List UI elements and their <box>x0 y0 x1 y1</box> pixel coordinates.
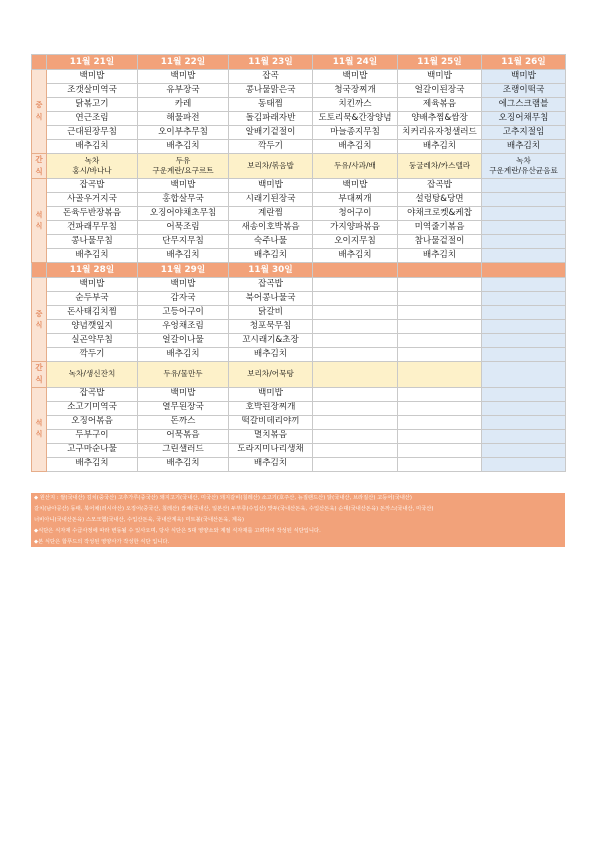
menu-item: 백미밥 <box>138 387 229 401</box>
menu-item: 백미밥 <box>47 278 138 292</box>
menu-item: 우엉채조림 <box>138 320 229 334</box>
week1-dinner-row <box>32 249 566 263</box>
menu-item: 잡곡밥 <box>229 278 313 292</box>
menu-item <box>482 443 566 457</box>
menu-item: 사골우거지국 <box>47 193 138 207</box>
menu-item <box>482 457 566 471</box>
date-cell: 11월 30일 <box>229 263 313 278</box>
dinner-label: 석 식 <box>32 387 47 471</box>
date-cell: 11월 26일 <box>482 55 566 70</box>
menu-item <box>482 221 566 235</box>
menu-item <box>398 306 482 320</box>
menu-item: 청포묵무침 <box>229 320 313 334</box>
menu-item: 순두부국 <box>47 292 138 306</box>
menu-item: 도토리묵&간장양념 <box>313 112 398 126</box>
menu-item: 배추김치 <box>313 140 398 154</box>
menu-item: 오징어볶음 <box>47 415 138 429</box>
snack-items <box>138 369 228 379</box>
menu-item: 깍두기 <box>47 348 138 362</box>
snack-item: 구운계란/요구르트 <box>152 166 214 176</box>
menu-item: 배추김치 <box>138 140 229 154</box>
menu-item: 배추김치 <box>313 249 398 263</box>
snack-item: 구운계란/유산균음료 <box>489 166 558 176</box>
date-cell: 11월 25일 <box>398 55 482 70</box>
header-corner <box>32 263 47 278</box>
menu-item <box>398 278 482 292</box>
menu-item: 감자국 <box>138 292 229 306</box>
menu-item: 실곤약무침 <box>47 334 138 348</box>
menu-item <box>313 429 398 443</box>
menu-item: 배추김치 <box>398 249 482 263</box>
menu-item <box>313 292 398 306</box>
menu-item: 백미밥 <box>138 179 229 193</box>
menu-item <box>398 320 482 334</box>
menu-item <box>482 415 566 429</box>
week2-dinner-row <box>32 415 566 429</box>
week1-date-header <box>32 55 566 70</box>
menu-item: 얼갈이나물 <box>138 334 229 348</box>
snack-item: 두유 <box>175 155 191 165</box>
week2-lunch-row <box>32 306 566 320</box>
snack-items <box>229 161 312 171</box>
menu-item: 배추김치 <box>482 140 566 154</box>
menu-item <box>313 387 398 401</box>
menu-item: 가지양파볶음 <box>313 221 398 235</box>
menu-item: 떡갈비데리야끼 <box>229 415 313 429</box>
snack-item: 녹차 <box>84 155 100 165</box>
menu-item: 계란찜 <box>229 207 313 221</box>
snack-items <box>482 156 565 177</box>
week1-dinner-row <box>32 193 566 207</box>
menu-item: 양념깻잎지 <box>47 320 138 334</box>
snack-cell <box>138 154 229 179</box>
menu-item: 백미밥 <box>398 70 482 84</box>
menu-change-note: ◆식단은 식자재 수급사정에 따라 변동될 수 있사오며, 당사 식단은 5대 영양소와 계절 식자재를 고려하여 작성된 식단입니다. <box>34 528 321 534</box>
snack-cell <box>47 154 138 179</box>
origin-note-3: 너비아니(국내산돈육) 스모크햄(국내산, 수입산돈육, 국내산계육) 미트볼(국내산돈육, 계육) <box>34 517 245 523</box>
snack-cell <box>47 362 138 387</box>
menu-item <box>313 334 398 348</box>
week1-snack-row <box>32 154 566 179</box>
menu-item: 닭갈비 <box>229 306 313 320</box>
menu-item: 돌김파래자반 <box>229 112 313 126</box>
footnotes <box>31 493 565 547</box>
menu-item: 열무된장국 <box>138 401 229 415</box>
menu-item: 오징어야채초무침 <box>138 207 229 221</box>
menu-item: 미역줄기볶음 <box>398 221 482 235</box>
menu-item: 홍합살무국 <box>138 193 229 207</box>
menu-item: 백미밥 <box>229 387 313 401</box>
menu-item: 배추김치 <box>229 348 313 362</box>
menu-item: 시래기된장국 <box>229 193 313 207</box>
snack-items <box>47 156 137 177</box>
menu-item: 배추김치 <box>138 348 229 362</box>
menu-item: 콩나물무침 <box>47 235 138 249</box>
snack-label: 간 식 <box>32 154 47 179</box>
menu-item: 알배기겉절이 <box>229 126 313 140</box>
date-cell: 11월 28일 <box>47 263 138 278</box>
menu-item <box>482 334 566 348</box>
menu-item: 고추지절임 <box>482 126 566 140</box>
week2-lunch-row <box>32 348 566 362</box>
menu-item: 조랭이떡국 <box>482 84 566 98</box>
week2-dinner-row <box>32 457 566 471</box>
menu-item: 백미밥 <box>47 70 138 84</box>
menu-item: 돈사태김치찜 <box>47 306 138 320</box>
date-cell: 11월 23일 <box>229 55 313 70</box>
snack-cell <box>313 154 398 179</box>
week2-dinner-row <box>32 429 566 443</box>
menu-item <box>398 429 482 443</box>
snack-items <box>138 156 228 177</box>
menu-item: 닭볶고기 <box>47 98 138 112</box>
menu-item: 치킨까스 <box>313 98 398 112</box>
snack-item: 두유/물만두 <box>163 369 203 379</box>
menu-item <box>398 292 482 306</box>
snack-cell <box>398 362 482 387</box>
menu-item: 카레 <box>138 98 229 112</box>
origin-note-2: 갈치(남아공산) 동태, 북어채(러시아산) 오징어(중국산, 칠레산) 쌈채(국내산, 일본산) 두부류(수입산) 맛두(국내산돈육, 수입산돈육) 순대(국내산돈육) 돈까스(국내산, 미국산) <box>34 506 434 512</box>
header-corner <box>32 55 47 70</box>
menu-item <box>313 348 398 362</box>
weekly-meal-table <box>31 54 566 472</box>
snack-items <box>398 161 481 171</box>
menu-item: 얼갈이된장국 <box>398 84 482 98</box>
menu-item <box>313 443 398 457</box>
week1-dinner-row <box>32 179 566 193</box>
menu-item: 새송이호박볶음 <box>229 221 313 235</box>
snack-cell <box>482 362 566 387</box>
menu-item: 백미밥 <box>138 70 229 84</box>
menu-item <box>482 193 566 207</box>
week1-lunch-row <box>32 84 566 98</box>
menu-item: 북어콩나물국 <box>229 292 313 306</box>
date-cell <box>482 263 566 278</box>
dietitian-note: ◆본 식단은 합푸드의 작성된 영양사가 작성한 식단 입니다. <box>34 539 170 545</box>
week1-lunch-row <box>32 70 566 84</box>
menu-item: 배추김치 <box>398 140 482 154</box>
menu-item: 설렁탕&당면 <box>398 193 482 207</box>
snack-item: 홍시/바나나 <box>72 166 112 176</box>
menu-item <box>313 306 398 320</box>
lunch-label: 중 식 <box>32 70 47 154</box>
menu-item <box>313 320 398 334</box>
menu-item: 배추김치 <box>138 249 229 263</box>
week1-lunch-row <box>32 98 566 112</box>
menu-item: 잡곡밥 <box>398 179 482 193</box>
menu-item: 동태찜 <box>229 98 313 112</box>
menu-item: 도라지미나리생채 <box>229 443 313 457</box>
menu-item: 오이지무침 <box>313 235 398 249</box>
menu-item: 백미밥 <box>138 278 229 292</box>
snack-cell <box>313 362 398 387</box>
menu-item: 숙주나물 <box>229 235 313 249</box>
menu-item: 오징어채무침 <box>482 112 566 126</box>
menu-item <box>398 443 482 457</box>
week1-lunch-row <box>32 140 566 154</box>
week1-lunch-row <box>32 126 566 140</box>
menu-item <box>482 292 566 306</box>
snack-cell <box>398 154 482 179</box>
snack-cell <box>229 154 313 179</box>
menu-item: 단무지무침 <box>138 235 229 249</box>
date-cell <box>398 263 482 278</box>
menu-item: 오이부추무침 <box>138 126 229 140</box>
menu-item: 청국장찌개 <box>313 84 398 98</box>
snack-item: 두유/사과/배 <box>334 161 376 171</box>
week2-dinner-row <box>32 387 566 401</box>
menu-item: 고구마순나물 <box>47 443 138 457</box>
snack-item: 둥굴레차/카스텔라 <box>408 161 471 171</box>
menu-item <box>398 457 482 471</box>
menu-item: 유부장국 <box>138 84 229 98</box>
snack-label: 간 식 <box>32 362 47 387</box>
menu-item: 잡곡 <box>229 70 313 84</box>
date-cell <box>313 263 398 278</box>
week2-lunch-row <box>32 334 566 348</box>
menu-item: 해물파전 <box>138 112 229 126</box>
menu-item: 야채크로켓&케찹 <box>398 207 482 221</box>
menu-item <box>313 415 398 429</box>
menu-item: 멸치볶음 <box>229 429 313 443</box>
menu-item: 깍두기 <box>229 140 313 154</box>
date-cell: 11월 22일 <box>138 55 229 70</box>
week2-dinner-row <box>32 401 566 415</box>
menu-item: 소고기미역국 <box>47 401 138 415</box>
menu-item <box>482 348 566 362</box>
menu-item: 고등어구이 <box>138 306 229 320</box>
menu-item: 건파래무무침 <box>47 221 138 235</box>
menu-item: 참나물겉절이 <box>398 235 482 249</box>
menu-item: 백미밥 <box>313 179 398 193</box>
snack-item: 녹차/생신잔치 <box>68 369 116 379</box>
snack-items <box>229 369 312 379</box>
menu-item <box>398 401 482 415</box>
menu-item: 배추김치 <box>229 249 313 263</box>
menu-item <box>482 306 566 320</box>
menu-item: 꼬시래기&초장 <box>229 334 313 348</box>
menu-item: 마늘종지무침 <box>313 126 398 140</box>
week2-snack-row <box>32 362 566 387</box>
snack-item: 보리차/볶음밥 <box>247 161 294 171</box>
menu-item <box>398 348 482 362</box>
week1-dinner-row <box>32 221 566 235</box>
snack-item: 보리차/어묵탕 <box>247 369 294 379</box>
week2-lunch-row <box>32 320 566 334</box>
menu-item: 배추김치 <box>229 457 313 471</box>
menu-item: 두부구이 <box>47 429 138 443</box>
menu-item: 배추김치 <box>47 140 138 154</box>
date-cell: 11월 29일 <box>138 263 229 278</box>
week2-dinner-row <box>32 443 566 457</box>
menu-item: 어묵조림 <box>138 221 229 235</box>
menu-item <box>482 235 566 249</box>
menu-item <box>482 249 566 263</box>
week2-lunch-row <box>32 278 566 292</box>
menu-item <box>482 429 566 443</box>
menu-item: 배추김치 <box>47 457 138 471</box>
menu-item: 잡곡밥 <box>47 179 138 193</box>
menu-item <box>482 278 566 292</box>
menu-item: 돈육두반장볶음 <box>47 207 138 221</box>
snack-cell <box>229 362 313 387</box>
menu-item <box>482 179 566 193</box>
menu-item <box>398 415 482 429</box>
menu-item: 에그스크램블 <box>482 98 566 112</box>
menu-item: 부대찌개 <box>313 193 398 207</box>
menu-item <box>313 457 398 471</box>
origin-note-1: ◆ 원산지 : 쌀(국내산) 김치(중국산) 고추가루(중국산) 돼지고기(국내산, 미국산) 돼지갈비(칠레산) 소고기(호주산, 뉴질랜드산) 닭(국내산, 브라질산) 고등어(국내산) <box>34 495 412 501</box>
menu-item <box>398 334 482 348</box>
lunch-label: 중 식 <box>32 278 47 362</box>
menu-item: 어묵볶음 <box>138 429 229 443</box>
snack-items <box>313 161 397 171</box>
snack-cell <box>138 362 229 387</box>
menu-item: 치커리유자청샐러드 <box>398 126 482 140</box>
menu-item: 조갯살미역국 <box>47 84 138 98</box>
week1-lunch-row <box>32 112 566 126</box>
menu-item <box>482 387 566 401</box>
snack-cell <box>482 154 566 179</box>
menu-item <box>313 278 398 292</box>
date-cell: 11월 24일 <box>313 55 398 70</box>
dinner-label: 석 식 <box>32 179 47 263</box>
menu-item: 백미밥 <box>313 70 398 84</box>
menu-item <box>482 320 566 334</box>
week2-lunch-row <box>32 292 566 306</box>
menu-item: 배추김치 <box>47 249 138 263</box>
menu-item: 잡곡밥 <box>47 387 138 401</box>
menu-item <box>313 401 398 415</box>
menu-item <box>482 207 566 221</box>
menu-item: 콩나물맑은국 <box>229 84 313 98</box>
menu-item: 근대된장무침 <box>47 126 138 140</box>
menu-item <box>482 401 566 415</box>
date-cell: 11월 21일 <box>47 55 138 70</box>
menu-item <box>398 387 482 401</box>
week1-dinner-row <box>32 235 566 249</box>
menu-item: 청어구이 <box>313 207 398 221</box>
menu-item: 백미밥 <box>229 179 313 193</box>
week1-dinner-row <box>32 207 566 221</box>
menu-item: 그린샐러드 <box>138 443 229 457</box>
menu-item: 연근조림 <box>47 112 138 126</box>
snack-items <box>47 369 137 379</box>
menu-item: 돈까스 <box>138 415 229 429</box>
snack-item: 녹차 <box>516 155 531 165</box>
week2-date-header <box>32 263 566 278</box>
menu-item: 호박된장찌개 <box>229 401 313 415</box>
menu-item: 제육볶음 <box>398 98 482 112</box>
menu-item: 백미밥 <box>482 70 566 84</box>
menu-item: 배추김치 <box>138 457 229 471</box>
menu-item: 양배추찜&쌈장 <box>398 112 482 126</box>
